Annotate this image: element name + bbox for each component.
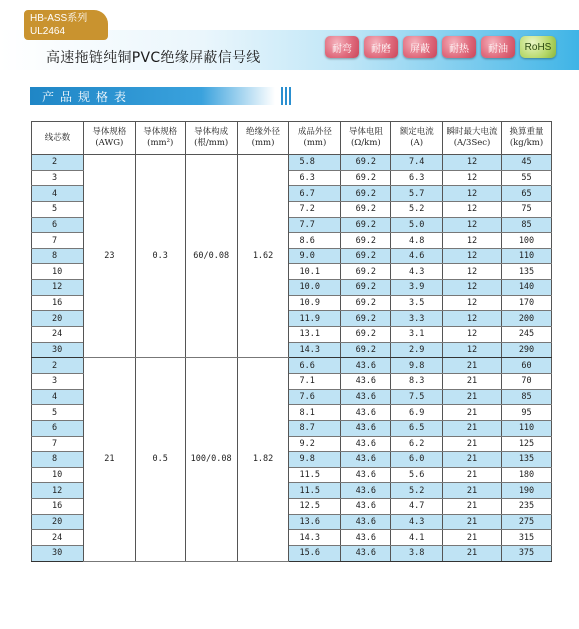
cell-od: 9.2	[289, 436, 341, 452]
cell-peak-current: 21	[443, 405, 502, 421]
cell-cores: 2	[32, 358, 84, 374]
badge-wear-resistant: 耐磨	[364, 36, 398, 58]
cell-weight: 275	[502, 514, 552, 530]
cell-weight: 135	[502, 452, 552, 468]
cell-rated-current: 5.0	[391, 217, 443, 233]
cell-resistance: 43.6	[341, 405, 391, 421]
table-row	[32, 358, 552, 374]
table-row	[32, 155, 552, 171]
cell-rated-current: 3.3	[391, 311, 443, 327]
cell-rated-current: 7.5	[391, 389, 443, 405]
header-awg: 导体规格 (AWG)	[83, 122, 135, 155]
cell-weight: 245	[502, 327, 552, 343]
cell-peak-current: 12	[443, 264, 502, 280]
cell-rated-current: 7.4	[391, 155, 443, 171]
cell-weight: 100	[502, 233, 552, 249]
cell-resistance: 43.6	[341, 483, 391, 499]
cell-rated-current: 5.2	[391, 201, 443, 217]
cell-resistance: 69.2	[341, 327, 391, 343]
cell-weight: 75	[502, 201, 552, 217]
cell-cores: 2	[32, 155, 84, 171]
cell-od: 6.3	[289, 170, 341, 186]
cell-rated-current: 6.0	[391, 452, 443, 468]
cell-peak-current: 12	[443, 248, 502, 264]
cell-weight: 65	[502, 186, 552, 202]
cell-rated-current: 6.9	[391, 405, 443, 421]
cell-peak-current: 21	[443, 483, 502, 499]
cell-awg: 21	[83, 358, 135, 561]
cell-awg: 23	[83, 155, 135, 358]
cell-od: 11.5	[289, 483, 341, 499]
badge-oil-resistant: 耐油	[481, 36, 515, 58]
cell-cores: 6	[32, 420, 84, 436]
cell-od: 14.3	[289, 342, 341, 358]
cell-od: 6.6	[289, 358, 341, 374]
cell-weight: 60	[502, 358, 552, 374]
cell-weight: 110	[502, 248, 552, 264]
cell-peak-current: 12	[443, 155, 502, 171]
cell-od: 7.6	[289, 389, 341, 405]
cell-od: 10.9	[289, 295, 341, 311]
cell-od: 7.1	[289, 373, 341, 389]
header-area: 导体规格 (mm²)	[135, 122, 185, 155]
cell-weight: 290	[502, 342, 552, 358]
cell-peak-current: 21	[443, 373, 502, 389]
cell-rated-current: 2.9	[391, 342, 443, 358]
cell-cores: 5	[32, 201, 84, 217]
cell-cores: 24	[32, 327, 84, 343]
cell-peak-current: 21	[443, 467, 502, 483]
header-insulation-od: 绝缘外径 (mm)	[237, 122, 289, 155]
cell-peak-current: 21	[443, 420, 502, 436]
cell-resistance: 69.2	[341, 155, 391, 171]
cell-cores: 16	[32, 499, 84, 515]
cell-peak-current: 12	[443, 170, 502, 186]
cell-peak-current: 12	[443, 295, 502, 311]
section-title: 产品规格表	[42, 90, 133, 104]
cell-weight: 235	[502, 499, 552, 515]
cell-weight: 170	[502, 295, 552, 311]
cell-cores: 5	[32, 405, 84, 421]
header-od: 成品外径 (mm)	[289, 122, 341, 155]
product-title: 高速拖链纯铜PVC绝缘屏蔽信号线	[46, 50, 261, 66]
cell-weight: 125	[502, 436, 552, 452]
cell-od: 8.7	[289, 420, 341, 436]
cell-resistance: 69.2	[341, 342, 391, 358]
cell-resistance: 69.2	[341, 233, 391, 249]
cell-mm2: 0.5	[135, 358, 185, 561]
cell-resistance: 69.2	[341, 201, 391, 217]
badge-shielded: 屏蔽	[403, 36, 437, 58]
cell-od: 7.7	[289, 217, 341, 233]
cell-weight: 180	[502, 467, 552, 483]
header-rated-current: 额定电流 (A)	[391, 122, 443, 155]
cell-rated-current: 4.3	[391, 514, 443, 530]
cell-cores: 7	[32, 233, 84, 249]
cell-cores: 30	[32, 546, 84, 562]
cell-resistance: 43.6	[341, 499, 391, 515]
cell-weight: 45	[502, 155, 552, 171]
cell-rated-current: 4.3	[391, 264, 443, 280]
cell-weight: 140	[502, 280, 552, 296]
cell-resistance: 69.2	[341, 264, 391, 280]
header-peak-current: 瞬时最大电流 (A/3Sec)	[443, 122, 502, 155]
cell-rated-current: 3.1	[391, 327, 443, 343]
cell-cores: 10	[32, 467, 84, 483]
cell-resistance: 43.6	[341, 358, 391, 374]
cell-insulation-od: 1.62	[237, 155, 289, 358]
cell-resistance: 69.2	[341, 295, 391, 311]
spec-table-header	[32, 122, 552, 155]
cell-resistance: 43.6	[341, 452, 391, 468]
cell-peak-current: 12	[443, 233, 502, 249]
cell-peak-current: 21	[443, 436, 502, 452]
badge-heat-resistant: 耐热	[442, 36, 476, 58]
series-name: HB-ASS系列	[30, 13, 88, 24]
cell-peak-current: 21	[443, 530, 502, 546]
cell-cores: 6	[32, 217, 84, 233]
badge-bend-resistant: 耐弯	[325, 36, 359, 58]
cell-resistance: 43.6	[341, 530, 391, 546]
cell-peak-current: 21	[443, 389, 502, 405]
cell-od: 9.8	[289, 452, 341, 468]
cell-rated-current: 4.8	[391, 233, 443, 249]
cell-weight: 135	[502, 264, 552, 280]
cell-od: 11.9	[289, 311, 341, 327]
cell-od: 9.0	[289, 248, 341, 264]
header-cores: 线芯数	[32, 122, 84, 155]
cell-cores: 12	[32, 483, 84, 499]
cell-weight: 315	[502, 530, 552, 546]
cell-cores: 20	[32, 514, 84, 530]
cell-peak-current: 12	[443, 311, 502, 327]
cell-cores: 3	[32, 373, 84, 389]
cell-resistance: 43.6	[341, 436, 391, 452]
cell-rated-current: 5.7	[391, 186, 443, 202]
cell-peak-current: 12	[443, 342, 502, 358]
cell-rated-current: 4.1	[391, 530, 443, 546]
cell-od: 13.6	[289, 514, 341, 530]
cell-resistance: 43.6	[341, 420, 391, 436]
cell-od: 10.0	[289, 280, 341, 296]
series-ul-code: UL2464	[30, 26, 66, 37]
cell-peak-current: 21	[443, 358, 502, 374]
badge-rohs: RoHS	[520, 36, 556, 58]
cell-rated-current: 3.5	[391, 295, 443, 311]
cell-weight: 70	[502, 373, 552, 389]
cell-construction: 60/0.08	[185, 155, 237, 358]
cell-resistance: 43.6	[341, 467, 391, 483]
cell-resistance: 43.6	[341, 389, 391, 405]
spec-table-body	[32, 155, 552, 562]
cell-peak-current: 12	[443, 327, 502, 343]
cell-cores: 4	[32, 186, 84, 202]
header-resistance: 导体电阻 (Ω/km)	[341, 122, 391, 155]
cell-peak-current: 12	[443, 186, 502, 202]
cell-rated-current: 4.6	[391, 248, 443, 264]
cell-od: 8.1	[289, 405, 341, 421]
cell-weight: 85	[502, 217, 552, 233]
cell-rated-current: 5.2	[391, 483, 443, 499]
cell-rated-current: 4.7	[391, 499, 443, 515]
cell-peak-current: 21	[443, 546, 502, 562]
cell-cores: 24	[32, 530, 84, 546]
cell-construction: 100/0.08	[185, 358, 237, 561]
cell-od: 13.1	[289, 327, 341, 343]
cell-rated-current: 8.3	[391, 373, 443, 389]
cell-rated-current: 6.5	[391, 420, 443, 436]
cell-cores: 12	[32, 280, 84, 296]
cell-od: 5.8	[289, 155, 341, 171]
cell-od: 11.5	[289, 467, 341, 483]
cell-resistance: 69.2	[341, 186, 391, 202]
cell-resistance: 43.6	[341, 373, 391, 389]
cell-resistance: 69.2	[341, 170, 391, 186]
cell-cores: 20	[32, 311, 84, 327]
cell-weight: 55	[502, 170, 552, 186]
spec-table	[31, 121, 552, 562]
feature-badges	[325, 36, 556, 58]
cell-weight: 95	[502, 405, 552, 421]
header-weight: 换算重量 (kg/km)	[502, 122, 552, 155]
cell-cores: 10	[32, 264, 84, 280]
cell-cores: 30	[32, 342, 84, 358]
cell-od: 12.5	[289, 499, 341, 515]
cell-resistance: 69.2	[341, 217, 391, 233]
cell-weight: 190	[502, 483, 552, 499]
cell-peak-current: 12	[443, 280, 502, 296]
cell-resistance: 43.6	[341, 546, 391, 562]
cell-resistance: 69.2	[341, 248, 391, 264]
cell-rated-current: 5.6	[391, 467, 443, 483]
cell-rated-current: 3.9	[391, 280, 443, 296]
cell-peak-current: 21	[443, 452, 502, 468]
cell-cores: 4	[32, 389, 84, 405]
cell-peak-current: 12	[443, 201, 502, 217]
cell-mm2: 0.3	[135, 155, 185, 358]
cell-od: 15.6	[289, 546, 341, 562]
cell-od: 8.6	[289, 233, 341, 249]
cell-resistance: 69.2	[341, 311, 391, 327]
cell-rated-current: 6.2	[391, 436, 443, 452]
series-tag	[24, 10, 108, 40]
cell-weight: 110	[502, 420, 552, 436]
cell-weight: 85	[502, 389, 552, 405]
cell-rated-current: 6.3	[391, 170, 443, 186]
section-stripes	[281, 87, 291, 105]
cell-cores: 16	[32, 295, 84, 311]
cell-insulation-od: 1.82	[237, 358, 289, 561]
cell-rated-current: 9.8	[391, 358, 443, 374]
cell-weight: 200	[502, 311, 552, 327]
cell-peak-current: 21	[443, 514, 502, 530]
cell-peak-current: 12	[443, 217, 502, 233]
cell-cores: 8	[32, 248, 84, 264]
cell-resistance: 69.2	[341, 280, 391, 296]
cell-cores: 7	[32, 436, 84, 452]
cell-od: 7.2	[289, 201, 341, 217]
cell-peak-current: 21	[443, 499, 502, 515]
cell-od: 10.1	[289, 264, 341, 280]
cell-rated-current: 3.8	[391, 546, 443, 562]
cell-resistance: 43.6	[341, 514, 391, 530]
cell-od: 14.3	[289, 530, 341, 546]
cell-od: 6.7	[289, 186, 341, 202]
cell-cores: 3	[32, 170, 84, 186]
header-construction: 导体构成 (根/mm)	[185, 122, 237, 155]
cell-cores: 8	[32, 452, 84, 468]
cell-weight: 375	[502, 546, 552, 562]
